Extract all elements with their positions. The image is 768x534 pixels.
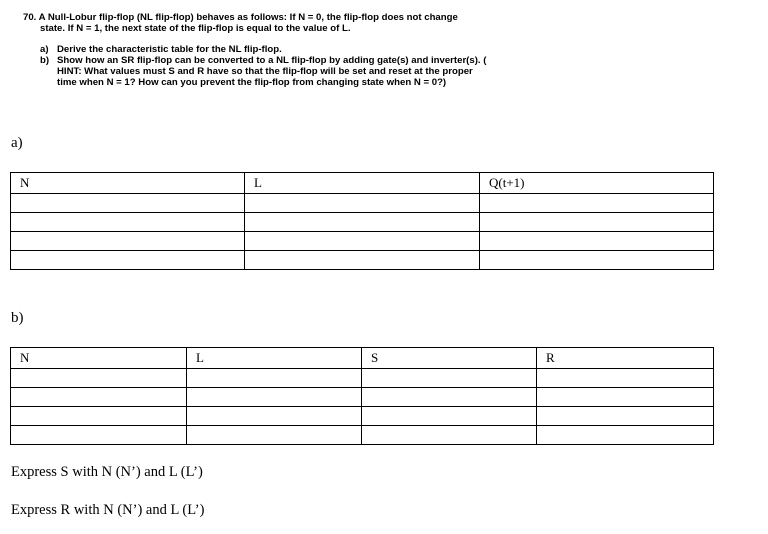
conversion-table [10, 347, 714, 445]
table-cell[interactable] [480, 232, 714, 251]
table-cell[interactable] [11, 194, 245, 213]
table-cell[interactable] [480, 194, 714, 213]
question-items [23, 44, 493, 88]
table-cell[interactable] [362, 369, 537, 388]
table-cell[interactable] [537, 426, 714, 445]
table-cell[interactable] [245, 251, 480, 270]
question-item-b-label: b) [40, 55, 50, 66]
table-cell[interactable] [537, 388, 714, 407]
table-cell[interactable] [11, 213, 245, 232]
table-cell[interactable] [187, 426, 362, 445]
table-cell[interactable] [11, 251, 245, 270]
question-statement-line-1: 70. A Null-Lobur flip-flop (NL flip-flop) behaves as follows: If N = 0, the flip-flop does not change [23, 12, 458, 23]
table-row [11, 388, 714, 407]
question-item-b [40, 55, 493, 88]
question-statement-line-2: state. If N = 1, the next state of the flip-flop is equal to the value of L. [40, 23, 351, 34]
table-cell[interactable] [11, 369, 187, 388]
table-cell[interactable] [187, 388, 362, 407]
header-cell-s: S [362, 348, 537, 369]
table-row [11, 251, 714, 270]
question-item-a-text: Derive the characteristic table for the NL flip-flop. [57, 44, 282, 55]
table-row [11, 407, 714, 426]
question-block [23, 12, 493, 88]
table-cell[interactable] [537, 369, 714, 388]
header-cell-n: N [11, 348, 187, 369]
table-header-row [11, 348, 714, 369]
table-cell[interactable] [362, 426, 537, 445]
header-cell-q-next: Q(t+1) [480, 173, 714, 194]
table-cell[interactable] [537, 407, 714, 426]
table-row [11, 194, 714, 213]
table-cell[interactable] [362, 407, 537, 426]
express-s-prompt: Express S with N (N’) and L (L’) [11, 464, 203, 480]
table-cell[interactable] [480, 251, 714, 270]
table-cell[interactable] [245, 213, 480, 232]
header-cell-r: R [537, 348, 714, 369]
question-item-b-text: Show how an SR flip-flop can be converted to a NL flip-flop by adding gate(s) and inverter(s). ( HINT: What values must S and R have so that the flip-flop will be set and reset at the proper time when N = 1? How can you prevent the flip-flop from changing state when N = 0?) [57, 55, 487, 88]
table-row [11, 426, 714, 445]
table-row [11, 369, 714, 388]
table-cell[interactable] [187, 407, 362, 426]
table-cell[interactable] [480, 213, 714, 232]
header-cell-l: L [187, 348, 362, 369]
characteristic-table [10, 172, 714, 270]
question-item-a [40, 44, 493, 55]
question-item-a-label: a) [40, 44, 49, 55]
table-cell[interactable] [187, 369, 362, 388]
table-cell[interactable] [11, 232, 245, 251]
table-cell[interactable] [11, 426, 187, 445]
table-cell[interactable] [245, 194, 480, 213]
part-b-label: b) [11, 310, 24, 326]
table-row [11, 213, 714, 232]
table-header-row [11, 173, 714, 194]
header-cell-l: L [245, 173, 480, 194]
table-cell[interactable] [362, 388, 537, 407]
table-cell[interactable] [245, 232, 480, 251]
table-cell[interactable] [11, 407, 187, 426]
part-a-label: a) [11, 135, 23, 151]
table-cell[interactable] [11, 388, 187, 407]
table-row [11, 232, 714, 251]
header-cell-n: N [11, 173, 245, 194]
express-r-prompt: Express R with N (N’) and L (L’) [11, 502, 205, 518]
